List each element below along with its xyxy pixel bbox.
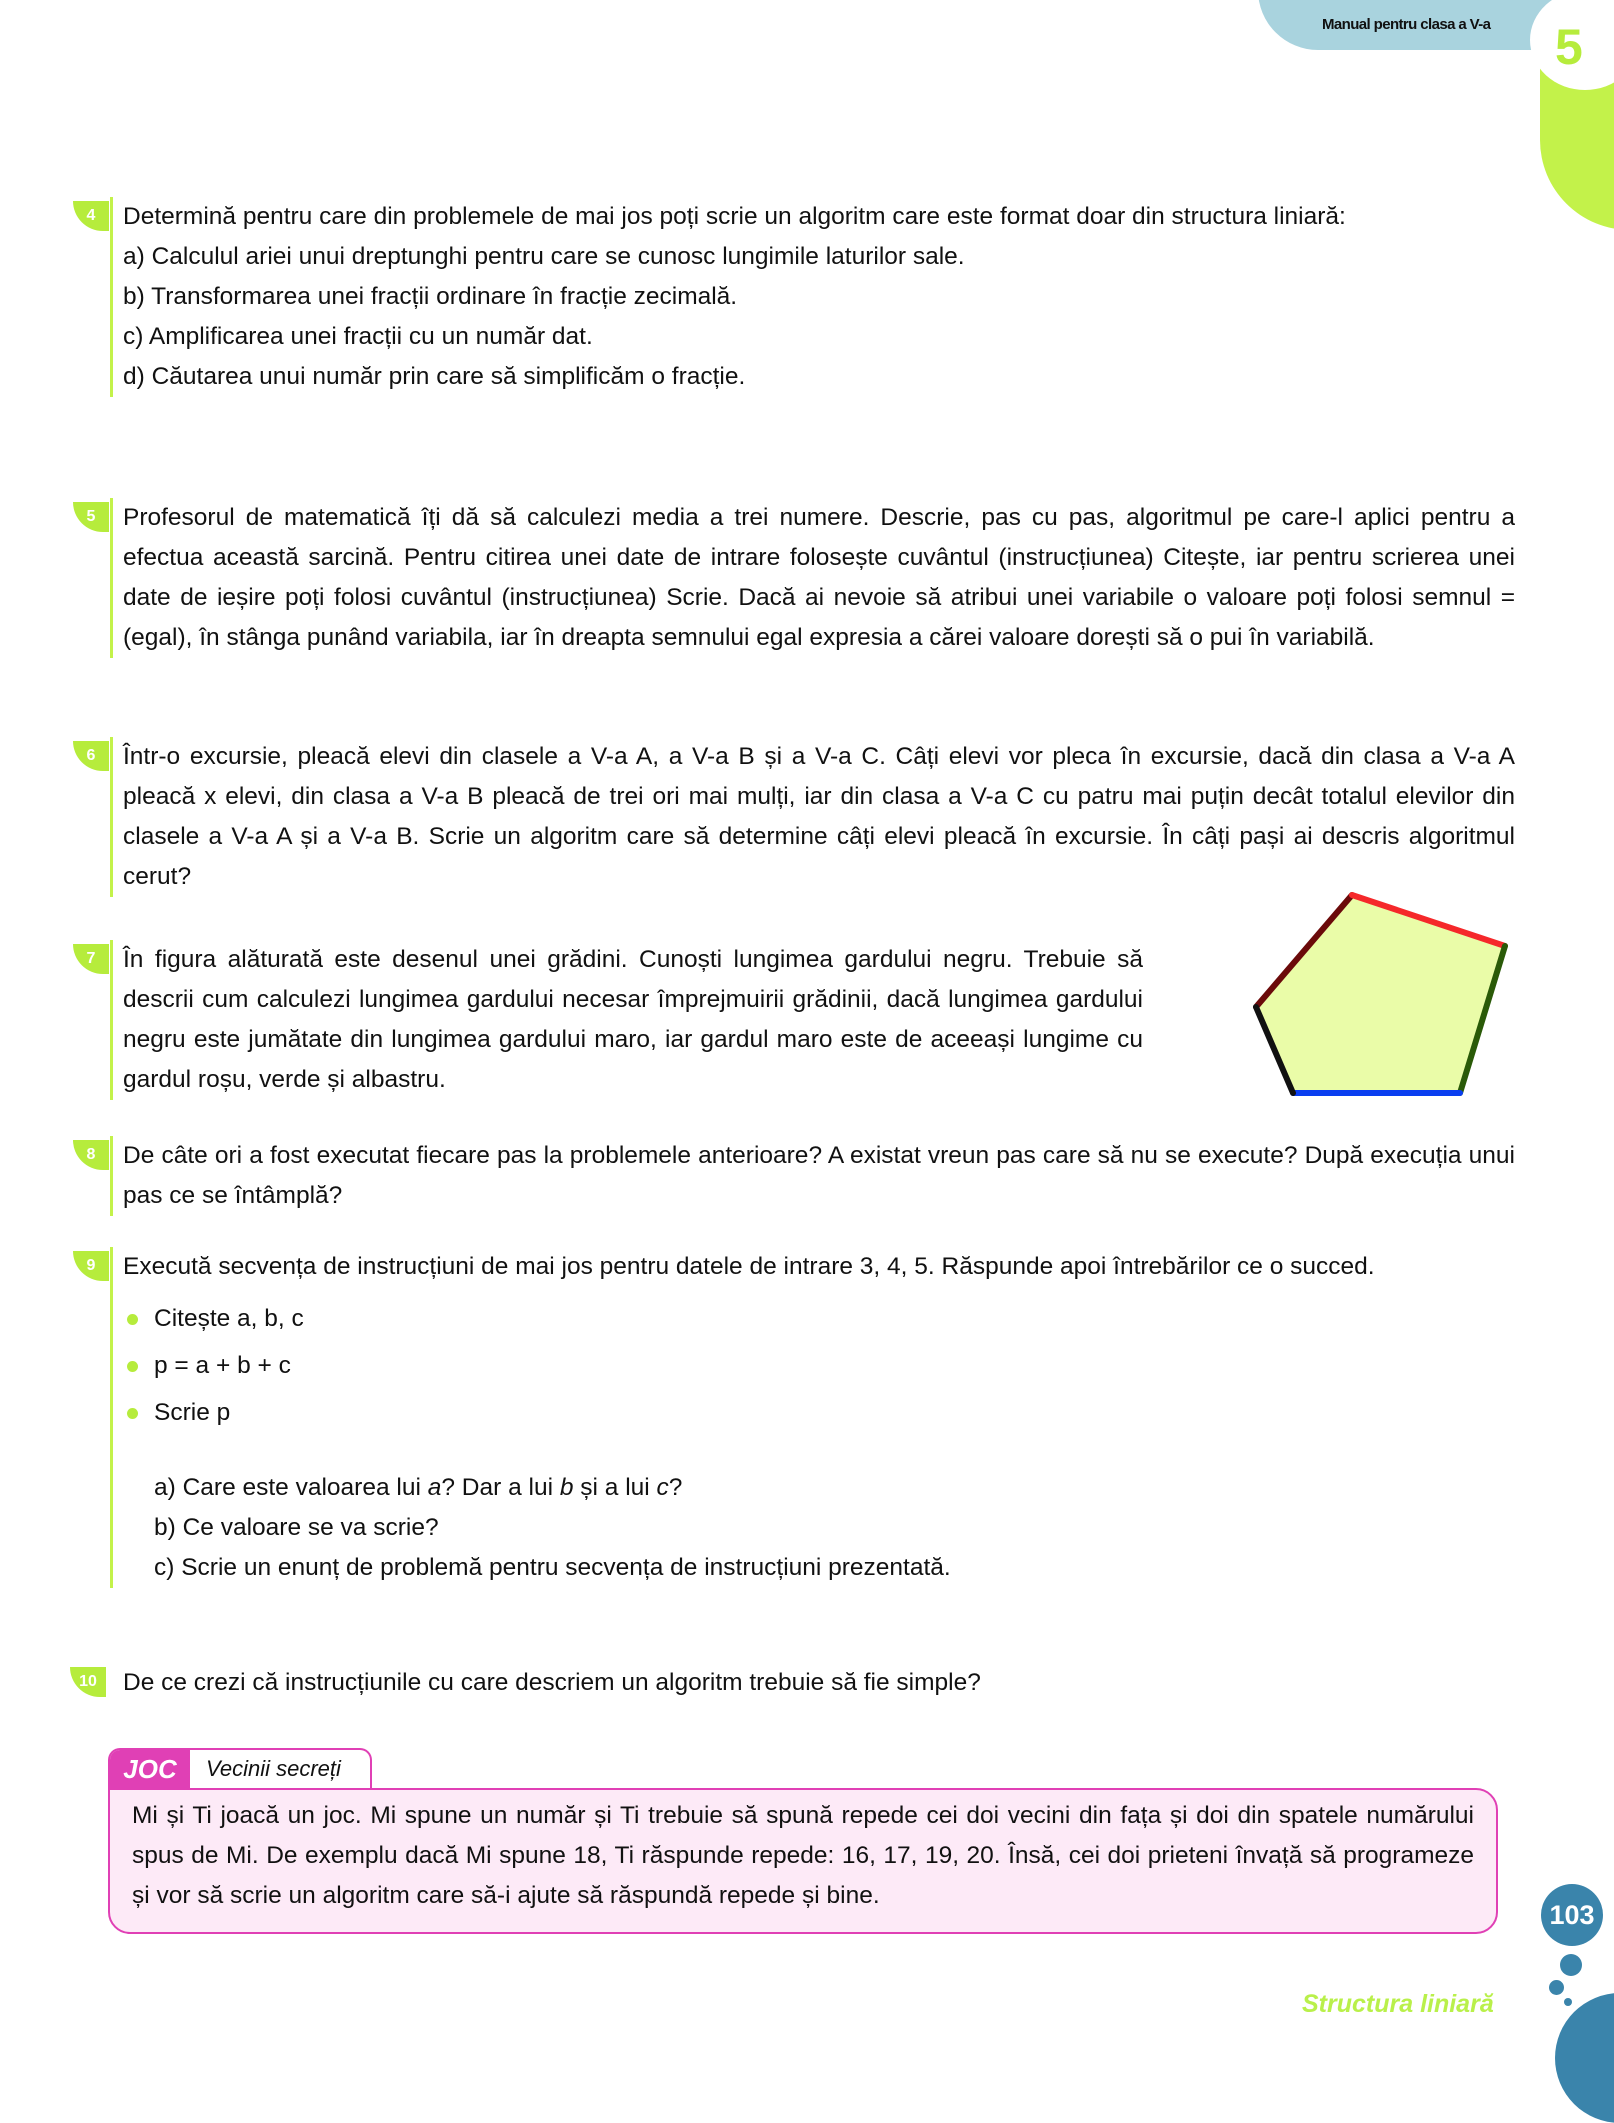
game-text: Mi și Ti joacă un joc. Mi spune un număr și Ti trebuie să spună repede cei doi vecini din fața și doi din spatele numărului spus de Mi. De exemplu dacă Mi spune 18, Ti răspunde repede: 16, 17, 19, 20. Însă, cei doi prieteni învață să programeze și vor să scrie un algoritm care să-i ajute să răspundă repede și bine. bbox=[132, 1802, 1474, 1909]
instruction-item: Scrie p bbox=[123, 1389, 1515, 1436]
decorative-dot bbox=[1560, 1954, 1582, 1976]
decorative-dot bbox=[1549, 1980, 1564, 1995]
problem-8 bbox=[86, 1136, 1515, 1216]
question-b: b) Ce valoare se va scrie? bbox=[154, 1514, 439, 1541]
list-item: a) Calculul ariei unui dreptunghi pentru care se cunosc lungimile laturilor sale. bbox=[123, 243, 965, 270]
page-number: 103 bbox=[1541, 1884, 1603, 1946]
variable: a bbox=[427, 1474, 442, 1501]
question-c: c) Scrie un enunț de problemă pentru secvența de instrucțiuni prezentată. bbox=[154, 1554, 951, 1581]
decorative-dot bbox=[1564, 1998, 1572, 2006]
problem-text: În figura alăturată este desenul unei grădini. Cunoști lungimea gardului negru. Trebuie să descrii cum calculezi lungimea gardului necesar împrejmuirii grădinii, dacă lungimea gardului negru este jumătate din lungimea gardului maro, iar gardul maro este de aceeași lungime cu gardul roșu, verde și albastru. bbox=[123, 946, 1143, 1093]
list-item: d) Căutarea unui număr prin care să simplificăm o fracție. bbox=[123, 363, 746, 390]
problem-number-badge: 7 bbox=[73, 944, 109, 974]
chapter-number: 5 bbox=[1555, 19, 1583, 75]
question-text: ? Dar a lui bbox=[441, 1474, 560, 1501]
section-title: Structura liniară bbox=[1302, 1990, 1494, 2018]
game-tab bbox=[108, 1748, 372, 1788]
problem-text: De câte ori a fost executat fiecare pas la problemele anterioare? A existat vreun pas care să nu se execute? După execuția unui pas ce se întâmplă? bbox=[123, 1142, 1515, 1209]
instruction-item: p = a + b + c bbox=[123, 1342, 1515, 1389]
question-text: și a lui bbox=[573, 1474, 657, 1501]
list-item: c) Amplificarea unei fracții cu un număr dat. bbox=[123, 323, 593, 350]
game-box bbox=[108, 1788, 1498, 1934]
problem-number-badge: 8 bbox=[73, 1140, 109, 1170]
instruction-item: Citește a, b, c bbox=[123, 1295, 1515, 1342]
problem-text: Execută secvența de instrucțiuni de mai jos pentru datele de intrare 3, 4, 5. Răspunde apoi întrebărilor ce o succed. bbox=[123, 1253, 1375, 1280]
question-text: a) Care este valoarea lui bbox=[154, 1474, 428, 1501]
question-text: ? bbox=[668, 1474, 683, 1501]
question-a bbox=[123, 1468, 1515, 1508]
problem-text: Determină pentru care din problemele de mai jos poți scrie un algoritm care este format doar din structura liniară: bbox=[123, 203, 1346, 230]
list-item: b) Transformarea unei fracții ordinare în fracție zecimală. bbox=[123, 283, 738, 310]
game-label: JOC bbox=[110, 1750, 190, 1788]
problem-text: Într-o excursie, pleacă elevi din clasele a V-a A, a V-a B și a V-a C. Câți elevi vor pleca în excursie, dacă din clasa a V-a A pleacă x elevi, din clasa a V-a B pleacă de trei ori mai mulți, iar din clasa a V-a C cu patru mai puțin decât totalul elevilor din clasele a V-a A și a V-a B. Scrie un algoritm care să determine câți elevi pleacă în excursie. În câți pași ai descris algoritmul cerut? bbox=[123, 743, 1515, 890]
problem-9 bbox=[86, 1247, 1515, 1588]
instruction-list bbox=[123, 1295, 1515, 1436]
problem-10 bbox=[79, 1663, 1515, 1703]
problem-text: Profesorul de matematică îți dă să calculezi media a trei numere. Descrie, pas cu pas, algoritmul pe care-l aplici pentru a efectua această sarcină. Pentru citirea unei date de intrare folosește cuvântul (instrucțiunea) Citește, iar pentru scrierea unei date de ieșire poți folosi cuvântul (instrucțiunea) Scrie. Dacă ai nevoie să atribui unei variabile o valoare poți folosi semnul = (egal), în stânga punând variabila, iar în dreapta semnului egal expresia a cărei valoare dorești să o pui în variabilă. bbox=[123, 504, 1515, 651]
problem-number-badge: 5 bbox=[73, 502, 109, 532]
problem-number-badge: 6 bbox=[73, 741, 109, 771]
manual-title: Manual pentru clasa a V-a bbox=[1322, 16, 1491, 33]
problem-number-badge: 10 bbox=[70, 1667, 106, 1697]
variable: c bbox=[656, 1474, 669, 1501]
game-title: Vecinii secreți bbox=[206, 1756, 341, 1781]
problem-number-badge: 4 bbox=[73, 201, 109, 231]
problem-number-badge: 9 bbox=[73, 1251, 109, 1281]
problem-text: De ce crezi că instrucțiunile cu care descriem un algoritm trebuie să fie simple? bbox=[123, 1669, 981, 1696]
variable: b bbox=[559, 1474, 574, 1501]
